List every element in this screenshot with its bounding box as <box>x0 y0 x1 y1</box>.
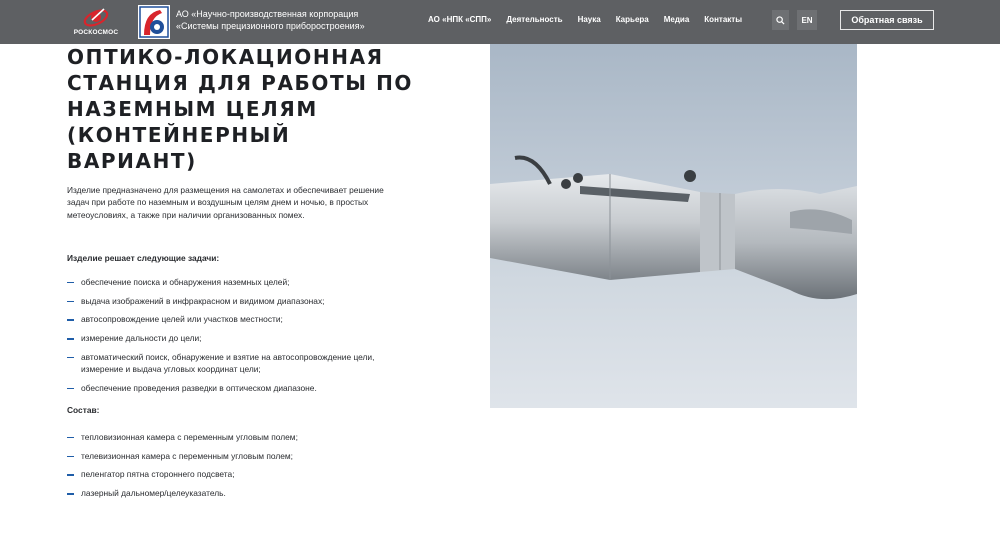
search-icon <box>776 16 785 25</box>
task-item: автосопровождение целей или участков местности; <box>67 313 407 325</box>
nav-item-career[interactable]: Карьера <box>615 15 649 24</box>
spp-logo[interactable] <box>138 5 170 39</box>
nav-item-contacts[interactable]: Контакты <box>704 15 743 24</box>
composition-heading: Состав: <box>67 405 100 415</box>
optical-pod-image <box>490 44 857 408</box>
search-button[interactable] <box>772 10 789 30</box>
page-title: ОПТИКО-ЛОКАЦИОННАЯ СТАНЦИЯ ДЛЯ РАБОТЫ ПО НАЗЕМНЫМ ЦЕЛЯМ (КОНТЕЙНЕРНЫЙ ВАРИАНТ) <box>67 45 414 173</box>
composition-item: тепловизионная камера с переменным угловым полем; <box>67 431 407 443</box>
nav-item-science[interactable]: Наука <box>577 15 601 24</box>
task-item: обеспечение поиска и обнаружения наземных целей; <box>67 276 407 288</box>
product-photo <box>490 44 857 408</box>
task-item: измерение дальности до цели; <box>67 332 407 344</box>
feedback-button[interactable]: Обратная связь <box>840 10 934 30</box>
intro-text: Изделие предназначено для размещения на самолетах и обеспечивает решение задач при работе по наземным и воздушным целям днем и ночью, в простых метеоусловиях, а также при наличии организованных помех. <box>67 185 384 220</box>
spp-logo-icon <box>138 5 170 39</box>
composition-item: пеленгатор пятна стороннего подсвета; <box>67 468 407 480</box>
roscosmos-logo-icon <box>82 6 110 28</box>
task-item: выдача изображений в инфракрасном и видимом диапазонах; <box>67 295 407 307</box>
tasks-list <box>67 276 407 394</box>
org-name-line1: АО «Научно-производственная корпорация <box>176 9 359 19</box>
task-item: автоматический поиск, обнаружение и взятие на автосопровождение цели, измерение и выдача угловых координат цели; <box>67 351 407 376</box>
site-header <box>0 0 1000 44</box>
task-item: обеспечение проведения разведки в оптическом диапазоне. <box>67 382 407 394</box>
brand-label: РОСКОСМОС <box>73 29 119 36</box>
roscosmos-logo[interactable] <box>68 6 124 38</box>
main-nav <box>428 15 757 24</box>
composition-item: лазерный дальномер/целеуказатель. <box>67 487 407 499</box>
composition-list <box>67 431 407 500</box>
nav-item-media[interactable]: Медиа <box>663 15 690 24</box>
org-name <box>176 8 365 32</box>
composition-item: телевизионная камера с переменным угловым полем; <box>67 450 407 462</box>
nav-item-activity[interactable]: Деятельность <box>506 15 563 24</box>
tasks-heading: Изделие решает следующие задачи: <box>67 253 220 263</box>
nav-item-company[interactable]: АО «НПК «СПП» <box>428 15 492 24</box>
org-name-line2: «Системы прецизионного приборостроения» <box>176 21 365 31</box>
language-switch[interactable]: EN <box>797 10 817 30</box>
